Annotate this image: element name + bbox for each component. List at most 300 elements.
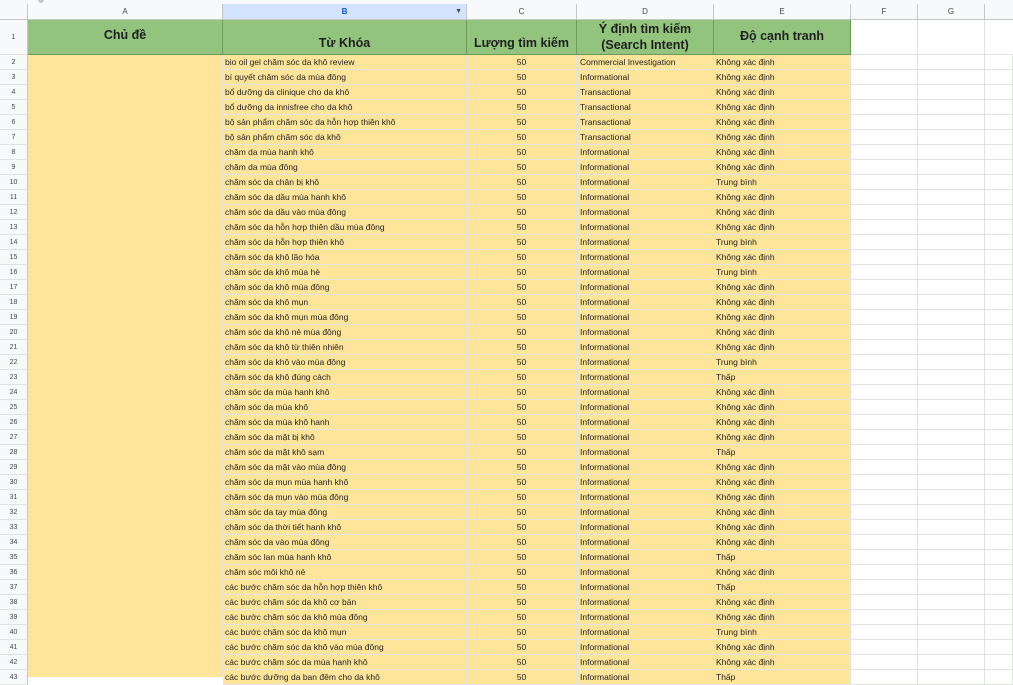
search-intent-cell[interactable]: Informational	[577, 565, 714, 580]
search-intent-cell[interactable]: Informational	[577, 415, 714, 430]
search-volume-cell[interactable]: 50	[467, 550, 577, 565]
competition-cell[interactable]: Không xác định	[714, 475, 851, 490]
keyword-cell[interactable]: chăm sóc da tay mùa đông	[223, 505, 467, 520]
search-volume-cell[interactable]: 50	[467, 565, 577, 580]
empty-cell[interactable]	[851, 130, 918, 145]
column-header-f[interactable]: F	[851, 4, 918, 20]
row-number[interactable]: 20	[0, 325, 28, 340]
search-volume-cell[interactable]: 50	[467, 445, 577, 460]
search-intent-cell[interactable]: Transactional	[577, 115, 714, 130]
row-number[interactable]: 40	[0, 625, 28, 640]
search-intent-cell[interactable]: Informational	[577, 280, 714, 295]
row-number[interactable]: 43	[0, 670, 28, 685]
search-intent-cell[interactable]: Informational	[577, 505, 714, 520]
competition-cell[interactable]: Không xác định	[714, 655, 851, 670]
empty-cell[interactable]	[918, 355, 985, 370]
row-number[interactable]: 1	[0, 20, 28, 55]
competition-cell[interactable]: Không xác định	[714, 115, 851, 130]
row-number[interactable]: 25	[0, 400, 28, 415]
keyword-cell[interactable]: chăm da mùa hanh khô	[223, 145, 467, 160]
empty-cell[interactable]	[918, 475, 985, 490]
search-intent-cell[interactable]: Informational	[577, 520, 714, 535]
empty-cell[interactable]	[851, 415, 918, 430]
empty-cell[interactable]	[985, 550, 1013, 565]
empty-cell[interactable]	[918, 250, 985, 265]
empty-cell[interactable]	[918, 655, 985, 670]
keyword-cell[interactable]: chăm sóc da mặt bị khô	[223, 430, 467, 445]
empty-cell[interactable]	[851, 565, 918, 580]
row-number[interactable]: 16	[0, 265, 28, 280]
row-number[interactable]: 32	[0, 505, 28, 520]
row-number[interactable]: 22	[0, 355, 28, 370]
empty-cell[interactable]	[851, 640, 918, 655]
competition-cell[interactable]: Không xác định	[714, 325, 851, 340]
search-intent-cell[interactable]: Informational	[577, 670, 714, 685]
search-intent-cell[interactable]: Informational	[577, 625, 714, 640]
scroll-handle[interactable]	[38, 0, 44, 3]
empty-cell[interactable]	[918, 670, 985, 685]
row-number[interactable]: 39	[0, 610, 28, 625]
empty-cell[interactable]	[918, 100, 985, 115]
keyword-cell[interactable]: bộ sản phẩm chăm sóc da khô	[223, 130, 467, 145]
search-intent-cell[interactable]: Informational	[577, 325, 714, 340]
competition-cell[interactable]: Không xác định	[714, 415, 851, 430]
row-number[interactable]: 5	[0, 100, 28, 115]
empty-cell[interactable]	[918, 505, 985, 520]
keyword-cell[interactable]: chăm sóc da vào mùa đông	[223, 535, 467, 550]
competition-cell[interactable]: Không xác định	[714, 160, 851, 175]
keyword-cell[interactable]: chăm sóc da mặt vào mùa đông	[223, 460, 467, 475]
search-intent-cell[interactable]: Informational	[577, 310, 714, 325]
search-intent-cell[interactable]: Informational	[577, 580, 714, 595]
row-number[interactable]: 37	[0, 580, 28, 595]
row-number[interactable]: 9	[0, 160, 28, 175]
empty-cell[interactable]	[851, 70, 918, 85]
empty-cell[interactable]	[985, 235, 1013, 250]
row-number[interactable]: 34	[0, 535, 28, 550]
empty-cell[interactable]	[985, 520, 1013, 535]
empty-cell[interactable]	[851, 445, 918, 460]
search-volume-cell[interactable]: 50	[467, 175, 577, 190]
row-number[interactable]: 6	[0, 115, 28, 130]
competition-cell[interactable]: Không xác định	[714, 340, 851, 355]
empty-cell[interactable]	[918, 340, 985, 355]
row-number[interactable]: 24	[0, 385, 28, 400]
row-number[interactable]: 36	[0, 565, 28, 580]
empty-cell[interactable]	[918, 145, 985, 160]
search-intent-cell[interactable]: Informational	[577, 175, 714, 190]
empty-cell[interactable]	[851, 460, 918, 475]
keyword-cell[interactable]: chăm sóc da dầu mùa hanh khô	[223, 190, 467, 205]
search-volume-cell[interactable]: 50	[467, 235, 577, 250]
row-number[interactable]: 27	[0, 430, 28, 445]
competition-cell[interactable]: Không xác định	[714, 70, 851, 85]
empty-cell[interactable]	[851, 520, 918, 535]
search-volume-cell[interactable]: 50	[467, 355, 577, 370]
competition-cell[interactable]: Trung bình	[714, 355, 851, 370]
search-volume-cell[interactable]: 50	[467, 535, 577, 550]
competition-cell[interactable]: Không xác định	[714, 130, 851, 145]
empty-cell[interactable]	[851, 280, 918, 295]
keyword-cell[interactable]: chăm da mùa đông	[223, 160, 467, 175]
cell-empty[interactable]	[918, 20, 985, 55]
competition-cell[interactable]: Trung bình	[714, 625, 851, 640]
competition-cell[interactable]: Không xác định	[714, 220, 851, 235]
empty-cell[interactable]	[851, 550, 918, 565]
empty-cell[interactable]	[918, 265, 985, 280]
search-intent-cell[interactable]: Transactional	[577, 130, 714, 145]
header-topic[interactable]: Chủ đề	[28, 20, 223, 55]
empty-cell[interactable]	[985, 190, 1013, 205]
empty-cell[interactable]	[851, 250, 918, 265]
search-volume-cell[interactable]: 50	[467, 100, 577, 115]
row-number[interactable]: 10	[0, 175, 28, 190]
search-volume-cell[interactable]: 50	[467, 220, 577, 235]
competition-cell[interactable]: Không xác định	[714, 430, 851, 445]
empty-cell[interactable]	[918, 190, 985, 205]
search-intent-cell[interactable]: Informational	[577, 370, 714, 385]
search-volume-cell[interactable]: 50	[467, 385, 577, 400]
keyword-cell[interactable]: chăm sóc da mặt khô sạm	[223, 445, 467, 460]
empty-cell[interactable]	[985, 430, 1013, 445]
competition-cell[interactable]: Không xác định	[714, 595, 851, 610]
search-intent-cell[interactable]: Informational	[577, 475, 714, 490]
search-intent-cell[interactable]: Informational	[577, 205, 714, 220]
search-intent-cell[interactable]: Informational	[577, 220, 714, 235]
search-intent-cell[interactable]: Informational	[577, 160, 714, 175]
empty-cell[interactable]	[918, 220, 985, 235]
search-intent-cell[interactable]: Informational	[577, 145, 714, 160]
empty-cell[interactable]	[985, 265, 1013, 280]
row-number[interactable]: 14	[0, 235, 28, 250]
keyword-cell[interactable]: chăm sóc da khô đúng cách	[223, 370, 467, 385]
empty-cell[interactable]	[985, 100, 1013, 115]
keyword-cell[interactable]: chăm sóc da khô mùa hè	[223, 265, 467, 280]
keyword-cell[interactable]: chăm sóc da mùa hanh khô	[223, 385, 467, 400]
keyword-cell[interactable]: chăm sóc môi khô nẻ	[223, 565, 467, 580]
empty-cell[interactable]	[851, 655, 918, 670]
empty-cell[interactable]	[918, 565, 985, 580]
search-intent-cell[interactable]: Informational	[577, 355, 714, 370]
search-intent-cell[interactable]: Informational	[577, 250, 714, 265]
empty-cell[interactable]	[985, 85, 1013, 100]
search-intent-cell[interactable]: Informational	[577, 385, 714, 400]
empty-cell[interactable]	[918, 55, 985, 70]
empty-cell[interactable]	[985, 250, 1013, 265]
empty-cell[interactable]	[985, 160, 1013, 175]
search-volume-cell[interactable]: 50	[467, 115, 577, 130]
empty-cell[interactable]	[851, 85, 918, 100]
empty-cell[interactable]	[985, 115, 1013, 130]
keyword-cell[interactable]: các bước chăm sóc da khô vào mùa đông	[223, 640, 467, 655]
row-number[interactable]: 26	[0, 415, 28, 430]
empty-cell[interactable]	[918, 430, 985, 445]
empty-cell[interactable]	[918, 460, 985, 475]
empty-cell[interactable]	[851, 610, 918, 625]
empty-cell[interactable]	[918, 520, 985, 535]
search-intent-cell[interactable]: Informational	[577, 655, 714, 670]
search-volume-cell[interactable]: 50	[467, 130, 577, 145]
empty-cell[interactable]	[851, 400, 918, 415]
empty-cell[interactable]	[918, 550, 985, 565]
search-volume-cell[interactable]: 50	[467, 490, 577, 505]
empty-cell[interactable]	[918, 175, 985, 190]
search-intent-cell[interactable]: Commercial Investigation	[577, 55, 714, 70]
empty-cell[interactable]	[918, 625, 985, 640]
search-intent-cell[interactable]: Informational	[577, 460, 714, 475]
empty-cell[interactable]	[985, 355, 1013, 370]
keyword-cell[interactable]: các bước chăm sóc da khô mụn	[223, 625, 467, 640]
empty-cell[interactable]	[985, 145, 1013, 160]
search-volume-cell[interactable]: 50	[467, 265, 577, 280]
search-intent-cell[interactable]: Informational	[577, 340, 714, 355]
search-volume-cell[interactable]: 50	[467, 250, 577, 265]
empty-cell[interactable]	[918, 205, 985, 220]
empty-cell[interactable]	[851, 175, 918, 190]
empty-cell[interactable]	[985, 580, 1013, 595]
competition-cell[interactable]: Trung bình	[714, 235, 851, 250]
empty-cell[interactable]	[918, 370, 985, 385]
empty-cell[interactable]	[985, 130, 1013, 145]
empty-cell[interactable]	[851, 310, 918, 325]
column-header-e[interactable]: E	[714, 4, 851, 20]
empty-cell[interactable]	[851, 340, 918, 355]
competition-cell[interactable]: Không xác định	[714, 145, 851, 160]
empty-cell[interactable]	[918, 445, 985, 460]
empty-cell[interactable]	[985, 295, 1013, 310]
empty-cell[interactable]	[851, 100, 918, 115]
row-number[interactable]: 3	[0, 70, 28, 85]
row-number[interactable]: 23	[0, 370, 28, 385]
search-volume-cell[interactable]: 50	[467, 400, 577, 415]
search-volume-cell[interactable]: 50	[467, 55, 577, 70]
header-search-volume[interactable]: Lượng tìm kiếm	[467, 20, 577, 55]
keyword-cell[interactable]: bio oil gel chăm sóc da khô review	[223, 55, 467, 70]
empty-cell[interactable]	[918, 115, 985, 130]
cell-empty[interactable]	[985, 20, 1013, 55]
merged-topic-cell[interactable]	[28, 55, 223, 677]
search-intent-cell[interactable]: Informational	[577, 490, 714, 505]
competition-cell[interactable]: Không xác định	[714, 400, 851, 415]
header-search-intent[interactable]	[577, 20, 714, 55]
search-volume-cell[interactable]: 50	[467, 85, 577, 100]
competition-cell[interactable]: Không xác định	[714, 280, 851, 295]
empty-cell[interactable]	[851, 205, 918, 220]
keyword-cell[interactable]: các bước dưỡng da ban đêm cho da khô	[223, 670, 467, 685]
empty-cell[interactable]	[851, 235, 918, 250]
keyword-cell[interactable]: các bước chăm sóc da khô mùa đông	[223, 610, 467, 625]
header-keyword[interactable]: Từ Khóa	[223, 20, 467, 55]
competition-cell[interactable]: Không xác định	[714, 535, 851, 550]
keyword-cell[interactable]: bổ dưỡng da innisfree cho da khô	[223, 100, 467, 115]
keyword-cell[interactable]: chăm sóc da khô từ thiên nhiên	[223, 340, 467, 355]
keyword-cell[interactable]: các bước chăm sóc da khô cơ bản	[223, 595, 467, 610]
empty-cell[interactable]	[918, 280, 985, 295]
search-volume-cell[interactable]: 50	[467, 190, 577, 205]
search-volume-cell[interactable]: 50	[467, 295, 577, 310]
empty-cell[interactable]	[851, 385, 918, 400]
competition-cell[interactable]: Thấp	[714, 550, 851, 565]
empty-cell[interactable]	[985, 595, 1013, 610]
empty-cell[interactable]	[918, 415, 985, 430]
row-number[interactable]: 41	[0, 640, 28, 655]
empty-cell[interactable]	[985, 280, 1013, 295]
empty-cell[interactable]	[985, 55, 1013, 70]
empty-cell[interactable]	[985, 535, 1013, 550]
empty-cell[interactable]	[918, 160, 985, 175]
competition-cell[interactable]: Thấp	[714, 370, 851, 385]
search-volume-cell[interactable]: 50	[467, 595, 577, 610]
keyword-cell[interactable]: các bước chăm sóc da hỗn hợp thiên khô	[223, 580, 467, 595]
search-volume-cell[interactable]: 50	[467, 70, 577, 85]
search-intent-cell[interactable]: Informational	[577, 610, 714, 625]
row-number[interactable]: 38	[0, 595, 28, 610]
keyword-cell[interactable]: chăm sóc lan mùa hanh khô	[223, 550, 467, 565]
empty-cell[interactable]	[918, 295, 985, 310]
empty-cell[interactable]	[918, 490, 985, 505]
search-intent-cell[interactable]: Transactional	[577, 85, 714, 100]
empty-cell[interactable]	[985, 310, 1013, 325]
empty-cell[interactable]	[918, 535, 985, 550]
keyword-cell[interactable]: chăm sóc da chân bị khô	[223, 175, 467, 190]
row-number[interactable]: 28	[0, 445, 28, 460]
empty-cell[interactable]	[851, 325, 918, 340]
column-header-b[interactable]	[223, 4, 467, 20]
empty-cell[interactable]	[851, 535, 918, 550]
competition-cell[interactable]: Không xác định	[714, 490, 851, 505]
empty-cell[interactable]	[985, 670, 1013, 685]
row-number[interactable]: 8	[0, 145, 28, 160]
empty-cell[interactable]	[985, 655, 1013, 670]
empty-cell[interactable]	[985, 460, 1013, 475]
empty-cell[interactable]	[851, 505, 918, 520]
competition-cell[interactable]: Không xác định	[714, 100, 851, 115]
search-intent-cell[interactable]: Informational	[577, 235, 714, 250]
row-number[interactable]: 42	[0, 655, 28, 670]
empty-cell[interactable]	[918, 610, 985, 625]
row-number[interactable]: 17	[0, 280, 28, 295]
empty-cell[interactable]	[918, 130, 985, 145]
empty-cell[interactable]	[851, 580, 918, 595]
search-intent-cell[interactable]: Informational	[577, 445, 714, 460]
empty-cell[interactable]	[985, 445, 1013, 460]
keyword-cell[interactable]: chăm sóc da dầu vào mùa đông	[223, 205, 467, 220]
empty-cell[interactable]	[851, 370, 918, 385]
empty-cell[interactable]	[985, 175, 1013, 190]
empty-cell[interactable]	[851, 55, 918, 70]
row-number[interactable]: 2	[0, 55, 28, 70]
keyword-cell[interactable]: bí quyết chăm sóc da mùa đông	[223, 70, 467, 85]
empty-cell[interactable]	[985, 640, 1013, 655]
search-volume-cell[interactable]: 50	[467, 325, 577, 340]
search-volume-cell[interactable]: 50	[467, 415, 577, 430]
row-number[interactable]: 35	[0, 550, 28, 565]
keyword-cell[interactable]: bộ sản phẩm chăm sóc da hỗn hợp thiên khô	[223, 115, 467, 130]
empty-cell[interactable]	[985, 610, 1013, 625]
search-volume-cell[interactable]: 50	[467, 580, 577, 595]
search-intent-cell[interactable]: Informational	[577, 430, 714, 445]
empty-cell[interactable]	[985, 340, 1013, 355]
empty-cell[interactable]	[918, 85, 985, 100]
empty-cell[interactable]	[918, 640, 985, 655]
competition-cell[interactable]: Thấp	[714, 580, 851, 595]
keyword-cell[interactable]: chăm sóc da khô mùa đông	[223, 280, 467, 295]
search-volume-cell[interactable]: 50	[467, 430, 577, 445]
column-header-g[interactable]: G	[918, 4, 985, 20]
empty-cell[interactable]	[851, 145, 918, 160]
search-intent-cell[interactable]: Informational	[577, 550, 714, 565]
empty-cell[interactable]	[985, 220, 1013, 235]
empty-cell[interactable]	[851, 595, 918, 610]
empty-cell[interactable]	[985, 505, 1013, 520]
keyword-cell[interactable]: các bước chăm sóc da mùa hanh khô	[223, 655, 467, 670]
search-intent-cell[interactable]: Informational	[577, 535, 714, 550]
search-volume-cell[interactable]: 50	[467, 610, 577, 625]
empty-cell[interactable]	[918, 400, 985, 415]
header-competition[interactable]: Độ cạnh tranh	[714, 20, 851, 55]
row-number[interactable]: 12	[0, 205, 28, 220]
competition-cell[interactable]: Trung bình	[714, 175, 851, 190]
empty-cell[interactable]	[985, 415, 1013, 430]
empty-cell[interactable]	[985, 490, 1013, 505]
competition-cell[interactable]: Không xác định	[714, 505, 851, 520]
competition-cell[interactable]: Không xác định	[714, 640, 851, 655]
search-volume-cell[interactable]: 50	[467, 625, 577, 640]
keyword-cell[interactable]: chăm sóc da hỗn hợp thiên khô	[223, 235, 467, 250]
empty-cell[interactable]	[851, 115, 918, 130]
empty-cell[interactable]	[851, 295, 918, 310]
empty-cell[interactable]	[851, 625, 918, 640]
empty-cell[interactable]	[985, 370, 1013, 385]
empty-cell[interactable]	[851, 160, 918, 175]
search-volume-cell[interactable]: 50	[467, 205, 577, 220]
keyword-cell[interactable]: chăm sóc da mùa khô hanh	[223, 415, 467, 430]
empty-cell[interactable]	[985, 565, 1013, 580]
competition-cell[interactable]: Không xác định	[714, 520, 851, 535]
empty-cell[interactable]	[918, 70, 985, 85]
keyword-cell[interactable]: chăm sóc da khô nẻ mùa đông	[223, 325, 467, 340]
row-number[interactable]: 29	[0, 460, 28, 475]
empty-cell[interactable]	[918, 310, 985, 325]
search-volume-cell[interactable]: 50	[467, 340, 577, 355]
competition-cell[interactable]: Không xác định	[714, 85, 851, 100]
keyword-cell[interactable]: chăm sóc da khô lão hóa	[223, 250, 467, 265]
row-number[interactable]: 30	[0, 475, 28, 490]
row-number[interactable]: 4	[0, 85, 28, 100]
empty-cell[interactable]	[851, 355, 918, 370]
empty-cell[interactable]	[851, 490, 918, 505]
search-intent-cell[interactable]: Informational	[577, 640, 714, 655]
competition-cell[interactable]: Không xác định	[714, 205, 851, 220]
keyword-cell[interactable]: chăm sóc da thời tiết hanh khô	[223, 520, 467, 535]
competition-cell[interactable]: Không xác định	[714, 250, 851, 265]
row-number[interactable]: 15	[0, 250, 28, 265]
empty-cell[interactable]	[985, 400, 1013, 415]
row-number[interactable]: 21	[0, 340, 28, 355]
search-intent-cell[interactable]: Transactional	[577, 100, 714, 115]
empty-cell[interactable]	[918, 595, 985, 610]
keyword-cell[interactable]: chăm sóc da mụn vào mùa đông	[223, 490, 467, 505]
search-intent-cell[interactable]: Informational	[577, 190, 714, 205]
empty-cell[interactable]	[851, 670, 918, 685]
row-number[interactable]: 11	[0, 190, 28, 205]
empty-cell[interactable]	[918, 385, 985, 400]
competition-cell[interactable]: Không xác định	[714, 610, 851, 625]
competition-cell[interactable]: Không xác định	[714, 190, 851, 205]
search-volume-cell[interactable]: 50	[467, 655, 577, 670]
search-volume-cell[interactable]: 50	[467, 640, 577, 655]
keyword-cell[interactable]: chăm sóc da khô vào mùa đông	[223, 355, 467, 370]
